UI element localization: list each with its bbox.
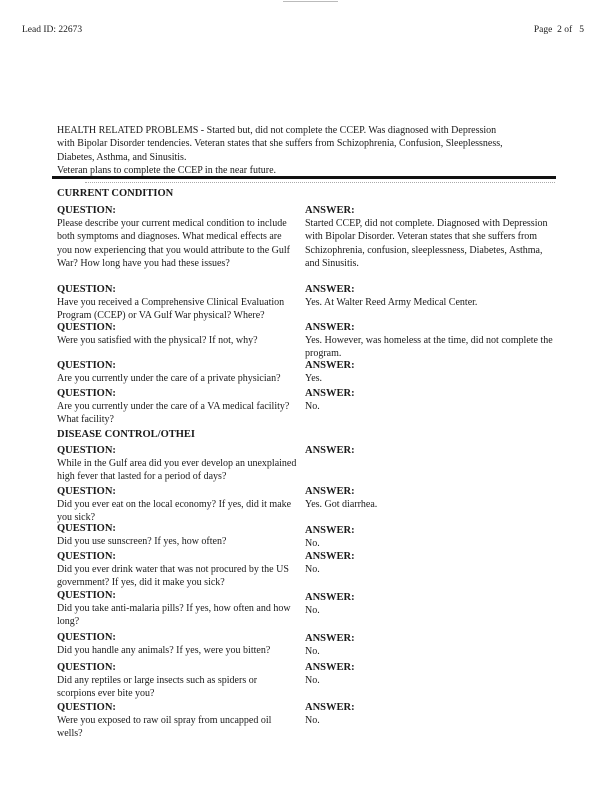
answer-label: ANSWER: bbox=[305, 322, 355, 333]
health-summary bbox=[57, 124, 567, 177]
section-divider bbox=[52, 176, 556, 179]
question-text: Did you use sunscreen? If yes, how often? bbox=[57, 536, 227, 547]
answer-text: No. bbox=[305, 715, 320, 726]
question-label: QUESTION: bbox=[57, 322, 116, 333]
question-text: Are you currently under the care of a VA medical facility? What facility? bbox=[57, 401, 290, 426]
question-label: QUESTION: bbox=[57, 205, 116, 216]
answer-label: ANSWER: bbox=[305, 284, 355, 295]
question-text: Please describe your current medical condition to include both symptoms and diagnoses. What medical effects are you now experiencing that you would attribute to the Gulf War? How long have you had these issues? bbox=[57, 218, 291, 269]
question-text: Were you satisfied with the physical? If not, why? bbox=[57, 335, 258, 346]
scan-artifact-line bbox=[283, 1, 338, 2]
answer-label: ANSWER: bbox=[305, 592, 355, 603]
answer-text: Started CCEP, did not complete. Diagnosed with Depression with Bipolar Disorder. Veteran states that she suffers from Schizophrenia, confusion, sleeplessness, Diabetes, Asthma, and Sinusitis. bbox=[305, 218, 548, 269]
question-text: Were you exposed to raw oil spray from uncapped oil wells? bbox=[57, 715, 272, 740]
question-text: Did you handle any animals? If yes, were you bitten? bbox=[57, 645, 271, 656]
answer-text: No. bbox=[305, 646, 320, 657]
answer-label: ANSWER: bbox=[305, 633, 355, 644]
question-label: QUESTION: bbox=[57, 523, 116, 534]
question-label: QUESTION: bbox=[57, 284, 116, 295]
section-disease-control: DISEASE CONTROL/OTHEI bbox=[57, 429, 195, 440]
question-label: QUESTION: bbox=[57, 662, 116, 673]
answer-label: ANSWER: bbox=[305, 702, 355, 713]
divider-dots bbox=[85, 182, 555, 184]
lead-id: Lead ID: 22673 bbox=[22, 25, 83, 35]
question-text: Are you currently under the care of a private physician? bbox=[57, 373, 281, 384]
answer-text: No. bbox=[305, 605, 320, 616]
answer-label: ANSWER: bbox=[305, 486, 355, 497]
answer-text: Yes. However, was homeless at the time, did not complete the program. bbox=[305, 335, 553, 360]
answer-label: ANSWER: bbox=[305, 551, 355, 562]
summary-line: Diabetes, Asthma, and Sinusitis. bbox=[57, 151, 187, 163]
question-text: Did you take anti-malaria pills? If yes, how often and how long? bbox=[57, 603, 291, 628]
summary-line: Veteran plans to complete the CCEP in the near future. bbox=[57, 164, 277, 176]
answer-text: Yes. At Walter Reed Army Medical Center. bbox=[305, 297, 478, 308]
question-text: While in the Gulf area did you ever develop an unexplained high fever that lasted for a period of days? bbox=[57, 458, 297, 483]
summary-line: HEALTH RELATED PROBLEMS - Started but, did not complete the CCEP. Was diagnosed with Depression bbox=[57, 125, 497, 136]
answer-text: No. bbox=[305, 564, 320, 575]
question-text: Did any reptiles or large insects such as spiders or scorpions ever bite you? bbox=[57, 675, 258, 700]
answer-text: No. bbox=[305, 401, 320, 412]
question-label: QUESTION: bbox=[57, 590, 116, 601]
answer-text: Yes. Got diarrhea. bbox=[305, 499, 378, 510]
question-text: Have you received a Comprehensive Clinical Evaluation Program (CCEP) or VA Gulf War physical? Where? bbox=[57, 297, 285, 322]
answer-label: ANSWER: bbox=[305, 205, 355, 216]
question-text: Did you ever eat on the local economy? If yes, did it make you sick? bbox=[57, 499, 292, 524]
question-label: QUESTION: bbox=[57, 702, 116, 713]
answer-text: No. bbox=[305, 675, 320, 686]
question-label: QUESTION: bbox=[57, 360, 116, 371]
summary-line: with Bipolar Disorder tendencies. Veteran states that she suffers from Schizophrenia, Confusion, Sleeplessness, bbox=[57, 138, 503, 150]
page-number: Page 2 of 5 bbox=[533, 25, 584, 35]
answer-text: Yes. bbox=[305, 373, 323, 384]
answer-text: No. bbox=[305, 538, 320, 549]
answer-label: ANSWER: bbox=[305, 525, 355, 536]
section-current-condition: CURRENT CONDITION bbox=[57, 188, 174, 199]
answer-label: ANSWER: bbox=[305, 360, 355, 371]
question-label: QUESTION: bbox=[57, 486, 116, 497]
question-text: Did you ever drink water that was not procured by the US government? If yes, did it make you sick? bbox=[57, 564, 289, 589]
question-label: QUESTION: bbox=[57, 445, 116, 456]
answer-label: ANSWER: bbox=[305, 662, 355, 673]
answer-label: ANSWER: bbox=[305, 445, 355, 456]
question-label: QUESTION: bbox=[57, 632, 116, 643]
question-label: QUESTION: bbox=[57, 388, 116, 399]
answer-label: ANSWER: bbox=[305, 388, 355, 399]
question-label: QUESTION: bbox=[57, 551, 116, 562]
